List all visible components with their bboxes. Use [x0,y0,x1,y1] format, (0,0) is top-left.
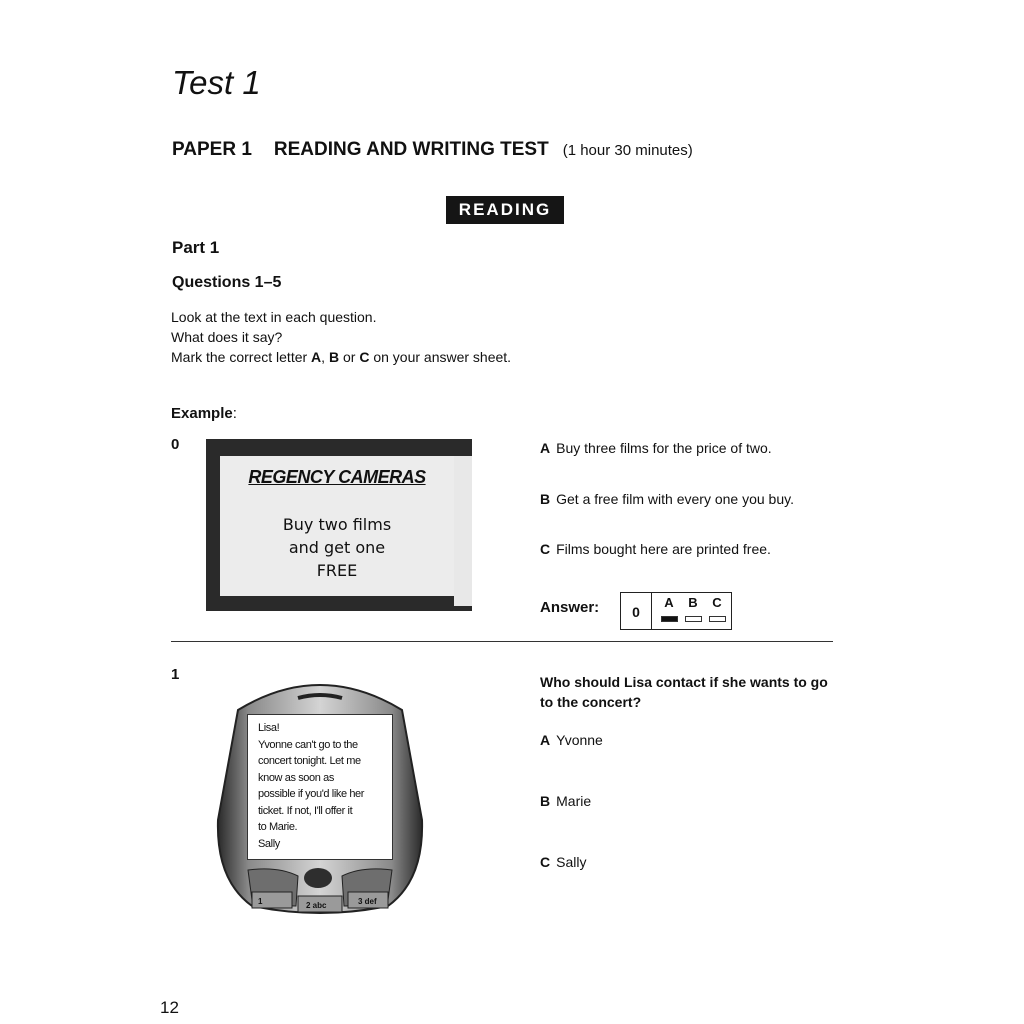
option-letter: C [540,541,551,557]
sms-line: possible if you'd like her [258,788,365,800]
key-2-label: 2 abc [306,901,327,910]
example-option-b [540,491,794,507]
answer-mark-a [661,616,678,622]
option-letter: C [540,854,551,870]
sms-line: concert tonight. Let me [258,755,361,767]
sms-message [258,720,388,852]
test-title: Test 1 [172,64,261,101]
answer-letter-a: A [664,595,674,610]
section-badge: READING [446,196,564,224]
instruction-text: or [339,349,360,365]
answer-box [620,592,732,630]
question-option-c [540,854,586,870]
key-3-label: 3 def [358,897,377,906]
option-text: Buy three films for the price of two. [556,440,772,456]
answer-box-marks [657,616,729,622]
option-letter: A [540,440,551,456]
sms-line: ticket. If not, I'll offer it [258,804,353,817]
paper-title: READING AND WRITING TEST [273,139,549,160]
instruction-text: Mark the correct letter [171,349,312,365]
sms-line: to Marie. [258,821,298,833]
instruction-text: on your answer sheet. [369,349,512,365]
instruction-line [171,347,511,367]
page-number: 12 [160,998,179,1017]
sign-line: Buy two films [282,515,392,534]
instructions [171,307,511,367]
question-number: 1 [171,666,180,683]
sign-line: and get one [288,538,386,557]
option-letter: A [540,732,551,748]
answer-label: Answer: [540,599,600,616]
sign-edge [454,456,472,606]
sms-line: Sally [258,837,280,850]
question-text: Who should Lisa contact if she wants to go to the concert? [540,674,828,710]
option-text: Yvonne [556,732,603,748]
instruction-text: , [321,349,329,365]
sms-line: Lisa! [258,722,280,734]
paper-number: PAPER 1 [172,139,252,160]
answer-letter-c: C [712,595,722,610]
section-divider [171,641,833,642]
example-number: 0 [171,436,180,453]
option-text: Marie [556,793,592,809]
sign-line: FREE [316,561,358,580]
answer-box-letters [657,595,729,610]
instruction-line: Look at the text in each question. [171,309,377,325]
question-option-a [540,732,603,748]
answer-mark-c [709,616,726,622]
questions-range: Questions 1–5 [172,274,282,291]
example-option-c [540,541,771,557]
answer-mark-b [685,616,702,622]
sms-line: know as soon as [258,771,334,784]
option-text: Get a free film with every one you buy. [556,491,794,507]
key-1-label: 1 [258,897,263,906]
option-text: Sally [556,854,587,870]
letter-b: B [328,349,340,365]
sign-body [220,513,454,582]
example-option-a [540,440,772,456]
example-label [171,405,237,422]
example-label-colon: : [232,405,237,422]
example-label-text: Example [171,405,233,422]
answer-box-number: 0 [621,593,652,629]
sign-title: REGENCY CAMERAS [248,467,426,487]
answer-letter-b: B [688,595,698,610]
option-text: Films bought here are printed free. [556,541,771,557]
letter-c: C [359,349,370,365]
sms-line: Yvonne can't go to the [258,738,358,751]
paper-heading [172,139,693,161]
option-letter: B [540,491,551,507]
part-title: Part 1 [172,238,220,257]
letter-a: A [311,349,322,365]
question-option-b [540,793,591,809]
paper-duration: (1 hour 30 minutes) [562,142,693,159]
option-letter: B [540,793,551,809]
instruction-line: What does it say? [171,329,283,345]
